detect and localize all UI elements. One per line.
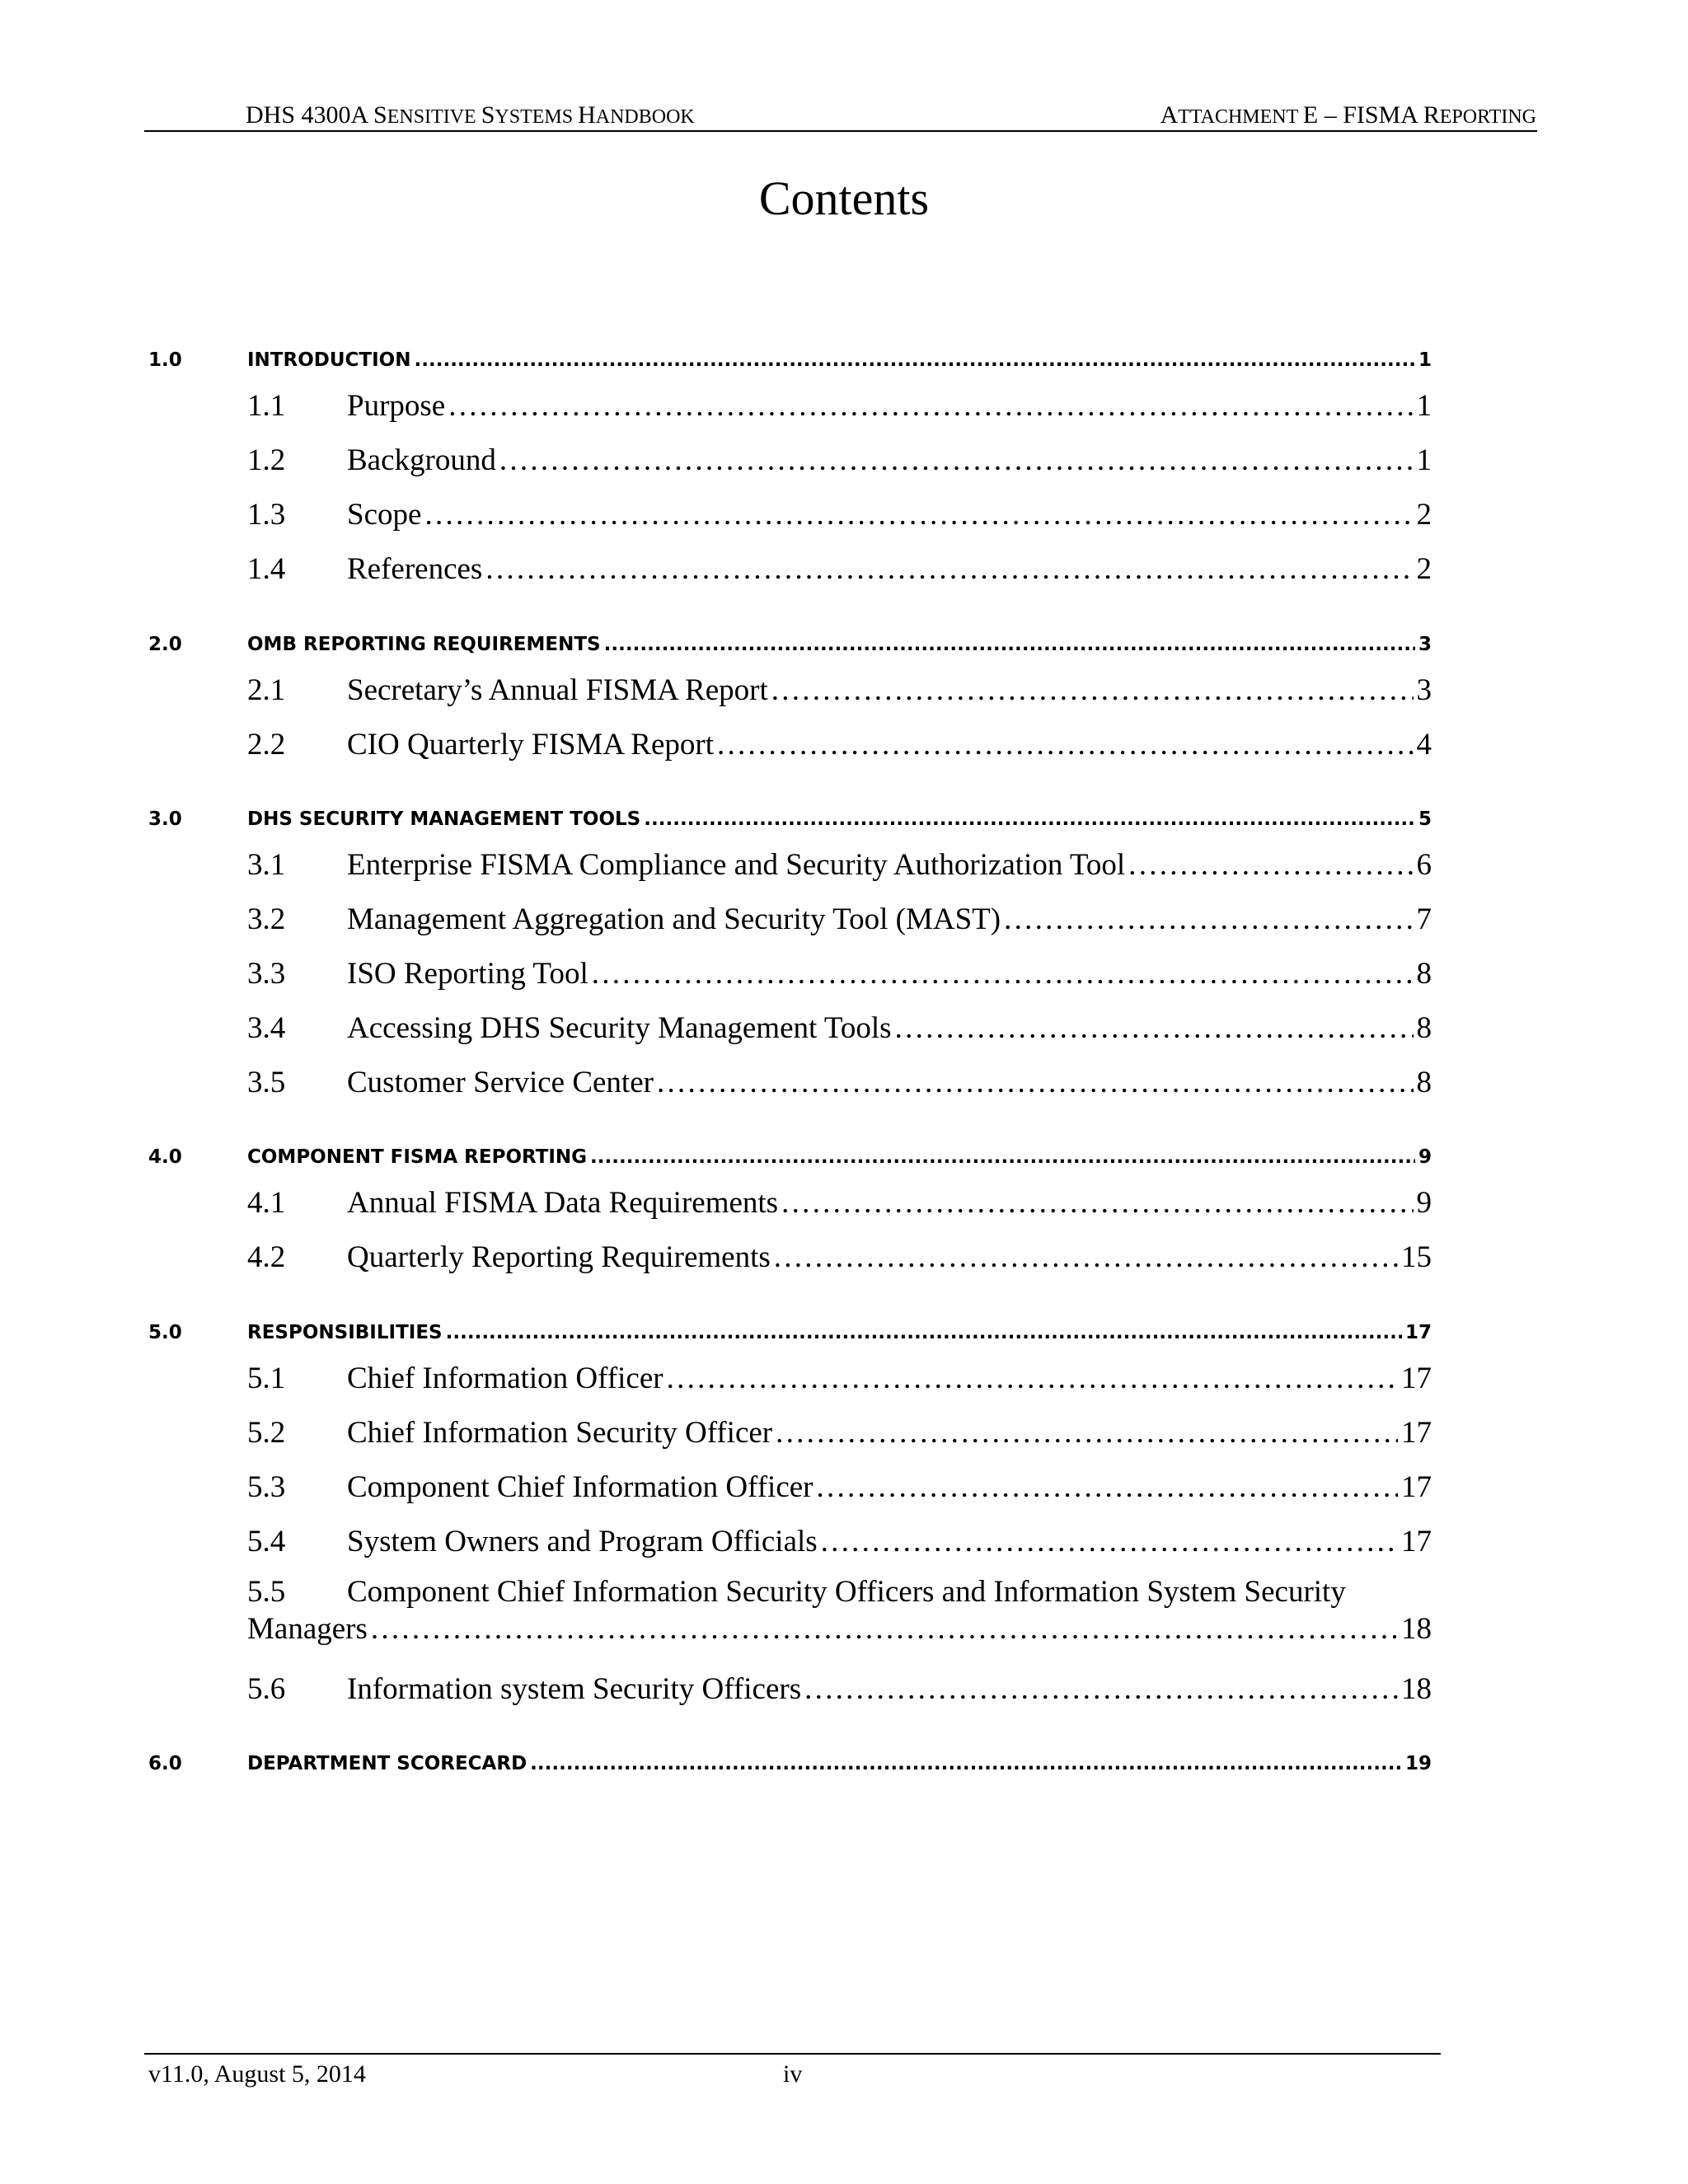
toc-subsection-5-2[interactable] [0,1409,1688,1451]
toc-page: 19 [1404,1753,1432,1774]
toc-title: COMPONENT FISMA REPORTING [247,1146,588,1168]
toc-title: RESPONSIBILITIES [247,1322,443,1343]
toc-page: 7 [1416,902,1432,936]
toc-leader [774,1240,1398,1275]
toc-leader [446,1322,1402,1343]
toc-page: 4 [1416,728,1432,762]
toc-page: 17 [1401,1525,1432,1558]
toc-title: References [347,552,483,586]
toc-subsection-5-6[interactable] [0,1666,1688,1707]
toc-subsection-1-3[interactable] [0,491,1688,532]
toc-number: 5.0 [148,1322,182,1343]
toc-leader [667,1361,1398,1396]
toc-leader [1004,902,1413,937]
toc-leader [371,1611,1398,1647]
toc-number: 4.1 [247,1186,286,1220]
toc-section-3[interactable] [0,797,1688,830]
toc-number: 1.0 [148,349,182,371]
toc-leader [590,1146,1415,1168]
toc-subsection-4-2[interactable] [0,1234,1688,1275]
toc-title: DHS SECURITY MANAGEMENT TOOLS [247,808,641,830]
toc-subsection-1-1[interactable] [0,382,1688,424]
toc-title: Enterprise FISMA Compliance and Security Authorization Tool [347,848,1126,882]
header-rule [144,130,1537,132]
toc-title: Accessing DHS Security Management Tools [347,1011,892,1045]
toc-title: INTRODUCTION [247,349,411,371]
toc-subsection-3-3[interactable] [0,950,1688,991]
toc-number: 5.1 [247,1361,286,1395]
toc-subsection-3-1[interactable] [0,841,1688,883]
toc-title: Scope [347,498,422,532]
toc-leader [485,551,1413,587]
toc-title: Secretary’s Annual FISMA Report [347,673,768,707]
toc-section-1[interactable] [0,338,1688,371]
toc-subsection-1-4[interactable] [0,546,1688,587]
toc-page: 1 [1416,443,1432,477]
toc-subsection-3-4[interactable] [0,1005,1688,1046]
toc-page: 3 [1416,673,1432,707]
toc-leader [816,1469,1398,1505]
toc-number: 5.3 [247,1470,286,1504]
toc-page: 18 [1401,1612,1432,1646]
toc-number: 1.2 [247,443,286,477]
toc-leader [604,634,1415,655]
footer-version: v11.0, August 5, 2014 [148,2060,366,2088]
toc-page: 17 [1401,1416,1432,1450]
toc-number: 3.0 [148,808,182,830]
toc-number: 2.1 [247,673,286,707]
toc-number: 3.1 [247,848,286,882]
toc-number: 1.4 [247,552,286,586]
toc-number: 3.4 [247,1011,286,1045]
toc-title: Component Chief Information Security Officers and Information System Security [347,1575,1346,1609]
toc-page: 17 [1404,1322,1432,1343]
toc-page: 1 [1418,349,1432,371]
footer-page-number: iv [783,2060,803,2088]
toc-title-continued: Managers [247,1612,368,1646]
toc-page: 17 [1401,1470,1432,1504]
toc-number: 2.2 [247,728,286,762]
toc-title: ISO Reporting Tool [347,957,588,991]
toc-number: 1.3 [247,498,286,532]
toc-subsection-5-3[interactable] [0,1464,1688,1505]
toc-leader [499,443,1414,478]
toc-title: DEPARTMENT SCORECARD [247,1753,528,1774]
running-header-right: ATTACHMENT E – FISMA REPORTING [1160,101,1536,129]
toc-page: 5 [1418,808,1432,830]
toc-subsection-3-5[interactable] [0,1059,1688,1100]
toc-title: OMB REPORTING REQUIREMENTS [247,634,601,655]
toc-leader [895,1010,1414,1046]
toc-title: Component Chief Information Officer [347,1470,814,1504]
toc-section-2[interactable] [0,622,1688,655]
toc-leader [530,1753,1402,1774]
toc-title: Quarterly Reporting Requirements [347,1240,771,1274]
toc-number: 5.2 [247,1416,286,1450]
toc-subsection-2-1[interactable] [0,667,1688,708]
toc-title: Customer Service Center [347,1066,654,1099]
toc-leader [448,388,1413,424]
toc-page: 8 [1416,1066,1432,1099]
toc-subsection-5-4[interactable] [0,1518,1688,1559]
toc-number: 6.0 [148,1753,182,1774]
toc-page: 2 [1416,552,1432,586]
toc-title: Information system Security Officers [347,1672,802,1706]
toc-number: 5.5 [247,1575,286,1609]
toc-page: 8 [1416,1011,1432,1045]
toc-page: 17 [1401,1361,1432,1395]
toc-leader [771,673,1414,708]
toc-leader [424,497,1413,532]
toc-title: Purpose [347,389,446,423]
toc-number: 4.2 [247,1240,286,1274]
toc-section-5[interactable] [0,1310,1688,1343]
toc-subsection-3-2[interactable] [0,896,1688,937]
toc-page: 15 [1401,1240,1432,1274]
page-title: Contents [758,171,930,225]
toc-leader [821,1524,1398,1559]
toc-number: 5.4 [247,1525,286,1558]
toc-title: Annual FISMA Data Requirements [347,1186,779,1220]
toc-subsection-2-2[interactable] [0,721,1688,762]
toc-page: 8 [1416,957,1432,991]
toc-section-6[interactable] [0,1741,1688,1774]
toc-page: 6 [1416,848,1432,882]
toc-title: Chief Information Officer [347,1361,663,1395]
running-header-left: DHS 4300A SENSITIVE SYSTEMS HANDBOOK [246,101,695,129]
toc-title: CIO Quarterly FISMA Report [347,728,714,762]
toc-page: 9 [1416,1186,1432,1220]
toc-page: 18 [1401,1672,1432,1706]
toc-page: 3 [1418,634,1432,655]
toc-subsection-5-1[interactable] [0,1355,1688,1396]
toc-leader [644,808,1415,830]
toc-leader [781,1185,1413,1221]
toc-leader [414,349,1415,371]
footer-rule [144,2053,1441,2055]
toc-number: 2.0 [148,634,182,655]
toc-number: 4.0 [148,1146,182,1168]
toc-title: Background [347,443,496,477]
toc-title: Chief Information Security Officer [347,1416,773,1450]
toc-page: 1 [1416,389,1432,423]
toc-leader [717,727,1414,762]
toc-number: 3.5 [247,1066,286,1099]
toc-leader [1128,847,1413,883]
toc-number: 5.6 [247,1672,286,1706]
toc-leader [804,1671,1398,1707]
toc-title: Management Aggregation and Security Tool (MAST) [347,902,1001,936]
toc-leader [592,956,1414,991]
toc-subsection-1-2[interactable] [0,437,1688,478]
toc-leader [657,1065,1414,1100]
toc-page: 9 [1418,1146,1432,1168]
toc-page: 2 [1416,498,1432,532]
toc-subsection-4-1[interactable] [0,1179,1688,1221]
toc-title: System Owners and Program Officials [347,1525,818,1558]
toc-number: 3.3 [247,957,286,991]
toc-section-4[interactable] [0,1135,1688,1168]
toc-leader [776,1415,1398,1451]
toc-number: 3.2 [247,902,286,936]
toc-number: 1.1 [247,389,286,423]
